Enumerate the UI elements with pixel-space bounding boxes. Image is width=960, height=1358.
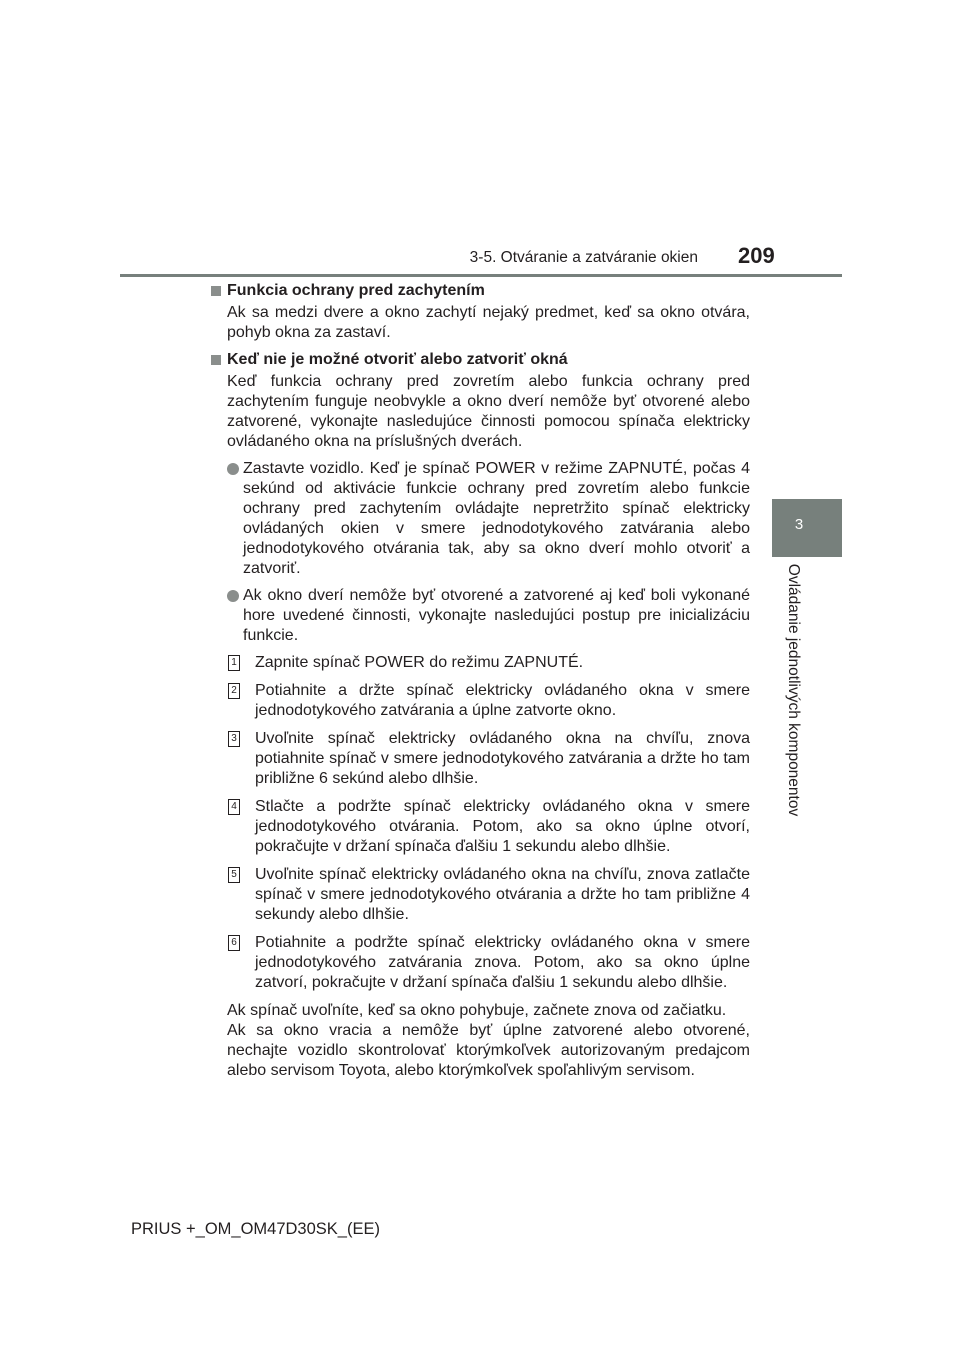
chapter-label: Ovládanie jednotlivých komponentov [785, 563, 802, 817]
bullet-item [227, 586, 750, 646]
bullet-item [227, 459, 750, 579]
page-content [210, 281, 750, 1081]
section-paragraph: Keď funkcia ochrany pred zovretím alebo funkcia ochrany pred zachytením funguje neobvykle a okno dverí nemôže byť otvorené alebo zatvorené, vykonajte nasledujúce činnosti pomocou spínača elektricky ovládaného okna na príslušných dverách. [227, 373, 750, 450]
step-text: Potiahnite a držte spínač elektricky ovládaného okna v smere jednodotykového zatvárania a úplne zatvorte okno. [255, 682, 750, 719]
step-number-box: 2 [228, 683, 240, 699]
step-text: Uvoľnite spínač elektricky ovládaného okna na chvíľu, znova potiahnite spínač v smere jednodotykového zatvárania a držte ho tam približne 6 sekúnd alebo dlhšie. [255, 730, 750, 787]
step-number-box: 1 [228, 655, 240, 671]
section-heading [210, 281, 750, 301]
circle-bullet-icon [227, 590, 239, 602]
step-text: Potiahnite a podržte spínač elektricky ovládaného okna v smere jednodotykového zatvárania znova. Potom, ako sa okno úplne zatvorí, pokračujte v držaní spínača ďalšiu 1 sekundu alebo dlhšie. [255, 934, 750, 991]
step-item [228, 653, 750, 673]
step-item [228, 865, 750, 925]
step-number-box: 6 [228, 935, 240, 951]
closing-paragraph [227, 1001, 750, 1081]
header-rule [120, 274, 842, 277]
step-number-box: 4 [228, 799, 240, 815]
step-text: Uvoľnite spínač elektricky ovládaného okna na chvíľu, znova zatlačte spínač v smere jednodotykového otvárania a držte ho tam približne 4 sekundy alebo dlhšie. [255, 866, 750, 923]
section-title: 3-5. Otváranie a zatváranie okien [469, 249, 698, 266]
section-heading-text: Keď nie je možné otvoriť alebo zatvoriť okná [227, 351, 568, 368]
closing-line: Ak sa okno vracia a nemôže byť úplne zatvorené alebo otvorené, nechajte vozidlo skontrolovať ktorýmkoľvek autorizovaným predajcom alebo servisom Toyota, alebo ktorýmkoľvek spoľahlivým servisom. [227, 1022, 750, 1079]
step-item [228, 681, 750, 721]
step-item [228, 797, 750, 857]
square-bullet-icon [211, 355, 221, 365]
step-item [228, 933, 750, 993]
section-paragraph: Ak sa medzi dvere a okno zachytí nejaký predmet, keď sa okno otvára, pohyb okna za zastaví. [227, 304, 750, 341]
step-text: Zapnite spínač POWER do režimu ZAPNUTÉ. [255, 654, 584, 671]
step-item [228, 729, 750, 789]
closing-line: Ak spínač uvoľníte, keď sa okno pohybuje, začnete znova od začiatku. [227, 1002, 727, 1019]
bullet-text: Ak okno dverí nemôže byť otvorené a zatvorené aj keď boli vykonané hore uvedené činnosti, vykonajte nasledujúci postup pre inicializáciu funkcie. [243, 587, 750, 644]
step-text: Stlačte a podržte spínač elektricky ovládaného okna v smere jednodotykového otvárania. Potom, ako sa okno úplne otvorí, pokračujte v držaní spínača ďalšiu 1 sekundu alebo dlhšie. [255, 798, 750, 855]
document-code: PRIUS +_OM_OM47D30SK_(EE) [131, 1220, 380, 1238]
circle-bullet-icon [227, 463, 239, 475]
chapter-number: 3 [794, 516, 804, 533]
section-heading [210, 350, 750, 370]
section-heading-text: Funkcia ochrany pred zachytením [227, 282, 485, 299]
bullet-text: Zastavte vozidlo. Keď je spínač POWER v režime ZAPNUTÉ, počas 4 sekúnd od aktivácie funkcie ochrany pred zovretím alebo funkcie ochrany pred zachytením ovládajte nepretržito spínač elektricky ovládaných okien v smere jednodotykového zatvárania alebo jednodotykového otvárania tak, aby sa okno dverí mohlo otvoriť a zatvoriť. [243, 460, 750, 577]
square-bullet-icon [211, 286, 221, 296]
page-number: 209 [738, 243, 775, 268]
step-number-box: 3 [228, 731, 240, 747]
step-number-box: 5 [228, 867, 240, 883]
